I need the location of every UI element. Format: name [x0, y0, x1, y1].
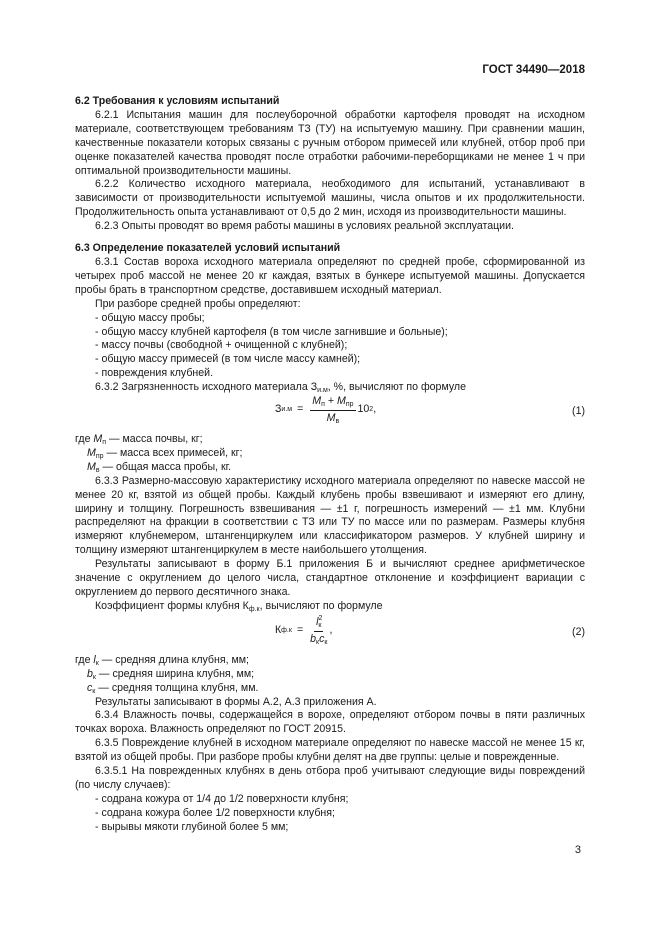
paragraph-6-2-2: 6.2.2 Количество исходного материала, необходимого для испытаний, устанавливают в зависимости от производительности испытуемой машины, числа опытов и их продолжительности. Продолжительность опыта устанавливают от 0,5 до 2 мин, исходя из производительности машины. [75, 178, 585, 219]
paragraph-6-3-5: 6.3.5 Повреждение клубней в исходном материале определяют по навеске массой не менее 15 кг, взятой из общей пробы. При разборе пробы клубни делят на две группы: целые и поврежденные. [75, 737, 585, 764]
formula-1-definitions [75, 433, 585, 475]
paragraph-6-3-4: 6.3.4 Влажность почвы, содержащейся в ворохе, определяют отбором почвы в пяти различных точках вороха. Влажность определяют по ГОСТ 20915. [75, 709, 585, 736]
paragraph-6-2-3: 6.2.3 Опыты проводят во время работы машины в условиях реальной эксплуатации. [95, 220, 514, 233]
list-item: - повреждения клубней. [95, 367, 214, 380]
paragraph-6-3-5-1: 6.3.5.1 На поврежденных клубнях в день отбора проб учитывают следующие виды повреждений (по числу случаев): [75, 765, 585, 791]
formula-1: З и.м = $\frac{M_п + M_{пр}}{M_в}$ 10 2 , (1) [275, 395, 585, 425]
definition-row: $c_к$ — средняя толщина клубня, мм. [87, 681, 259, 695]
list-item: - вырывы мякоти глубиной более 5 мм; [95, 820, 289, 833]
formula-1-fraction: $\frac{M_п + M_{пр}}{M_в}$ [312, 395, 354, 425]
list-item: - содрана кожура от 1/4 до 1/2 поверхности клубня; [95, 792, 349, 805]
list-item: - массу почвы (свободной + очищенной с клубней); [95, 339, 348, 352]
definition-row: где $l_к$ — средняя длина клубня, мм; [75, 653, 249, 667]
formula-2-number: (2) [572, 625, 585, 638]
paragraph-6-3-1: 6.3.1 Состав вороха исходного материала определяют по средней пробе, сформированной из четырех проб массой не менее 20 кг каждая, взятых в бункере испытуемой машины. Допускается пробы брать в транспортном средстве, доставившем исходный материал. [75, 255, 585, 296]
definition-row: $b_к$ — средняя ширина клубня, мм; [87, 667, 255, 681]
paragraph-6-3-2: 6.3.2 Загрязненность исходного материала $З_{и.м}$, %, вычисляют по формуле [95, 381, 466, 395]
definition-row: где $M_п$ — масса почвы, кг; [75, 433, 203, 447]
definition-row: $M_в$ — общая масса пробы, кг. [87, 460, 232, 474]
paragraph-results-forms-a: Результаты записывают в формы А.2, А.3 приложения А. [95, 695, 377, 708]
list-item: - общую массу примесей (в том числе массу камней); [95, 353, 361, 366]
paragraph-6-2-1: 6.2.1 Испытания машин для послеуборочной обработки картофеля проводят на исходном материале, соответствующем требованиям ТЗ (ТУ) на испытуемую машину. При сравнении машин, качественные показатели которых связаны с ручным отбором примесей или клубней, отбор проб при оценке показателей качества проводят после отработки рабочими-переборщиками не менее 1 ч при оптимальной производительности машины. [75, 108, 585, 177]
page-number: 3 [574, 844, 581, 856]
list-item: - общую массу пробы; [95, 311, 205, 324]
list-item: - общую массу клубней картофеля (в том числе загнившие и больные); [95, 325, 448, 338]
section-6-2-title: 6.2 Требования к условиям испытаний [75, 95, 280, 107]
paragraph-6-3-3: 6.3.3 Размерно-массовую характеристику исходного материала определяют по навеске массой не менее 20 кг, взятой из общей пробы. Каждый клубень пробы взвешивают и измеряют его длину, ширину и толщину. Погрешность взвешивания — ±1 г, погрешность измерений — ±1 мм. Клубни распределяют на фракции в соответствии с ТЗ или ТУ по массе или по размерам. Размеры клубня измеряют клубнемером, штангенциркулем или классификатором размеров. У клубней ширину и толщину измеряют штангенциркулем в месте наибольшего утолщения. [75, 474, 585, 557]
formula-2-fraction: $\frac{l^2_к}{b_кc_к}$ [310, 614, 328, 646]
formula-2: К ф.к = $\frac{l^2_к}{b_кc_к}$ , (2) [275, 614, 585, 646]
formula-2-definitions [75, 654, 585, 696]
standard-header: ГОСТ 34490—2018 [482, 64, 585, 76]
paragraph-shape-coefficient: Коэффициент формы клубня $К_{ф.к}$, вычисляют по формуле [95, 599, 383, 613]
paragraph-results-form-b1: Результаты записывают в форму Б.1 приложения Б и вычисляют среднее арифметическое значение с округлением до целого числа, стандартное отклонение и коэффициент вариации с округлением до первого десятичного знака. [75, 558, 585, 598]
list-item: - содрана кожура более 1/2 поверхности клубня; [95, 806, 335, 819]
formula-1-number: (1) [572, 405, 585, 418]
section-6-3-title: 6.3 Определение показателей условий испытаний [75, 242, 341, 255]
paragraph-sample-intro: При разборе средней пробы определяют: [95, 297, 301, 310]
definition-row: $M_{пр}$ — масса всех примесей, кг; [87, 446, 243, 460]
document-body [75, 95, 585, 835]
